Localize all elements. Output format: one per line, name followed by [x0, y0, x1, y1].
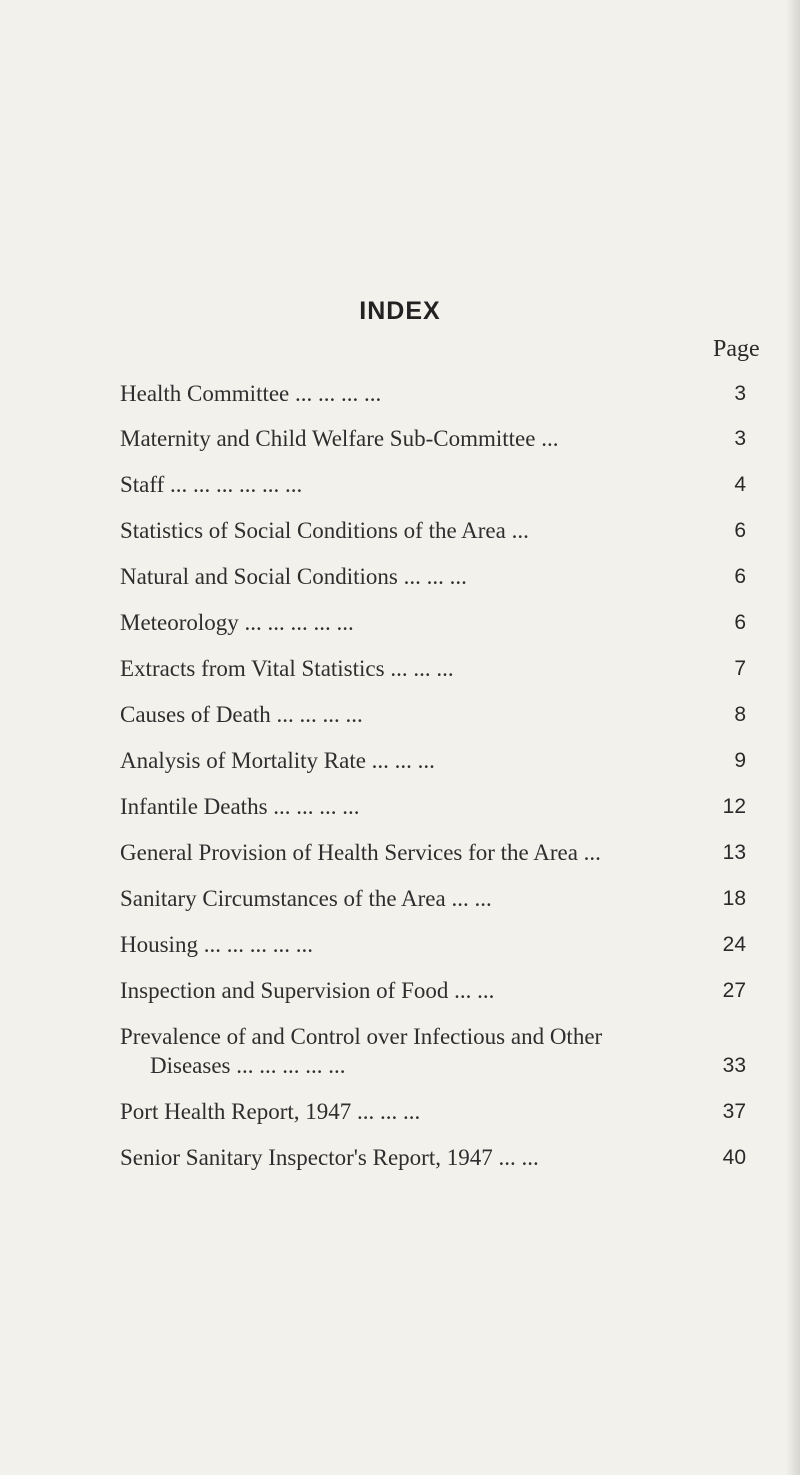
- entry-label: Health Committee ... ... ... ...: [120, 381, 382, 406]
- entry-label: Inspection and Supervision of Food ... ...: [120, 978, 495, 1003]
- entry-label: Prevalence of and Control over Infectious and Other: [120, 1024, 603, 1049]
- entry-page-number: 18: [722, 887, 746, 910]
- entry-page-number: 27: [722, 979, 746, 1002]
- entry-page-number: 7: [734, 657, 746, 680]
- entry-page-number: 9: [734, 749, 746, 772]
- entry-page-number: 8: [734, 703, 746, 726]
- entry-label: Meteorology ... ... ... ... ...: [120, 610, 354, 635]
- entry-label: Infantile Deaths ... ... ... ...: [120, 794, 360, 819]
- entry-page-number: 40: [722, 1146, 746, 1169]
- entry-label: Senior Sanitary Inspector's Report, 1947 ... ...: [120, 1145, 539, 1170]
- page-column-header: Page: [713, 336, 760, 362]
- entry-page-number: 6: [734, 519, 746, 542]
- entry-page-number: 6: [734, 611, 746, 634]
- entry-label: Port Health Report, 1947 ... ... ...: [120, 1099, 421, 1124]
- entry-label: Staff ... ... ... ... ... ...: [120, 472, 303, 497]
- entry-label: Sanitary Circumstances of the Area ... ...: [120, 886, 492, 911]
- entry-page-number: 6: [734, 565, 746, 588]
- entry-page-number: 3: [734, 382, 746, 405]
- entry-page-number: 24: [722, 933, 746, 956]
- entry-page-number: 12: [722, 795, 746, 818]
- entry-label: Extracts from Vital Statistics ... ... ...: [120, 656, 454, 681]
- entry-page-number: 4: [734, 473, 746, 496]
- entry-label: Statistics of Social Conditions of the Area ...: [120, 518, 529, 543]
- entry-page-number: 33: [722, 1054, 746, 1077]
- entry-label: Maternity and Child Welfare Sub-Committee ...: [120, 426, 559, 451]
- entry-label: Housing ... ... ... ... ...: [120, 932, 313, 957]
- entry-label: Analysis of Mortality Rate ... ... ...: [120, 748, 435, 773]
- entry-label: Natural and Social Conditions ... ... ...: [120, 564, 467, 589]
- entry-page-number: 13: [722, 841, 746, 864]
- index-title: INDEX: [359, 297, 441, 325]
- entry-label: General Provision of Health Services for the Area ...: [120, 840, 601, 865]
- entry-page-number: 3: [734, 427, 746, 450]
- entry-page-number: 37: [722, 1100, 746, 1123]
- entry-label-continued: Diseases ... ... ... ... ...: [150, 1053, 346, 1078]
- entry-label: Causes of Death ... ... ... ...: [120, 702, 363, 727]
